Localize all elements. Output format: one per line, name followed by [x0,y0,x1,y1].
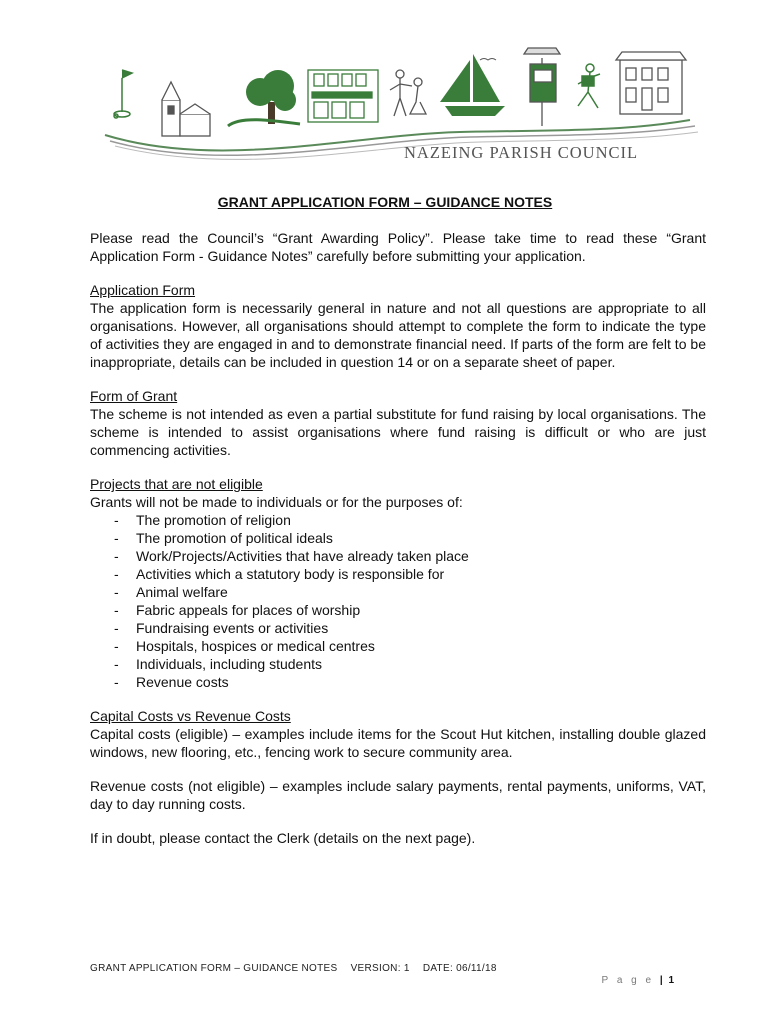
footer [90,963,507,974]
page-label: P a g e [601,975,655,986]
not-eligible-list [90,511,706,691]
capital-costs-text: Capital costs (eligible) – examples include items for the Scout Hut kitchen, installing double glazed windows, new flooring, etc., fencing work to secure community area. [90,726,706,760]
intro-paragraph: Please read the Council’s “Grant Awarding Policy”. Please take time to read these “Grant Application Form - Guidance Notes” carefully before submitting your application. [90,230,706,264]
footer-version: VERSION: 1 [350,963,410,974]
document-body [90,229,706,847]
page-number [602,975,674,986]
page-number-value: 1 [668,975,674,986]
application-form-heading: Application Form [90,282,196,298]
list-item: - Fundraising events or activities [114,620,329,636]
revenue-costs-text: Revenue costs (not eligible) – examples include salary payments, rental payments, uniforms, VAT, day to day running costs. [90,778,706,812]
application-form-text: The application form is necessarily general in nature and not all questions are appropriate to all organisations. However, all organisations should attempt to complete the form to indicate the type of activities they are engaged in and to demonstrate financial need. If parts of the form are felt to be inappropriate, details can be included in question 14 or on a separate sheet of paper. [90,300,706,370]
footer-date: DATE: 06/11/18 [422,963,497,974]
list-item: - The promotion of political ideals [114,530,333,546]
page-separator: | [659,975,663,986]
not-eligible-heading: Projects that are not eligible [90,476,263,492]
form-of-grant-text: The scheme is not intended as even a partial substitute for fund raising by local organisations. The scheme is intended to assist organisations where fund raising is difficult or who are just commencing activities. [90,406,706,458]
council-name: NAZEING PARISH COUNCIL [404,143,639,162]
document-title: GRANT APPLICATION FORM – GUIDANCE NOTES [217,194,553,210]
costs-heading: Capital Costs vs Revenue Costs [90,708,291,724]
list-item: - Individuals, including students [114,656,323,672]
not-eligible-intro: Grants will not be made to individuals or for the purposes of: [90,494,463,510]
list-item: - Animal welfare [114,584,228,600]
list-item: - Hospitals, hospices or medical centres [114,638,375,654]
list-item: - Work/Projects/Activities that have already taken place [114,548,469,564]
list-item: - Revenue costs [114,674,229,690]
list-item: - Activities which a statutory body is responsible for [114,566,445,582]
list-item: - Fabric appeals for places of worship [114,602,361,618]
form-of-grant-heading: Form of Grant [90,388,178,404]
contact-text: If in doubt, please contact the Clerk (details on the next page). [90,830,476,846]
footer-doc-name: GRANT APPLICATION FORM – GUIDANCE NOTES [90,963,338,974]
list-item: - The promotion of religion [114,512,291,528]
